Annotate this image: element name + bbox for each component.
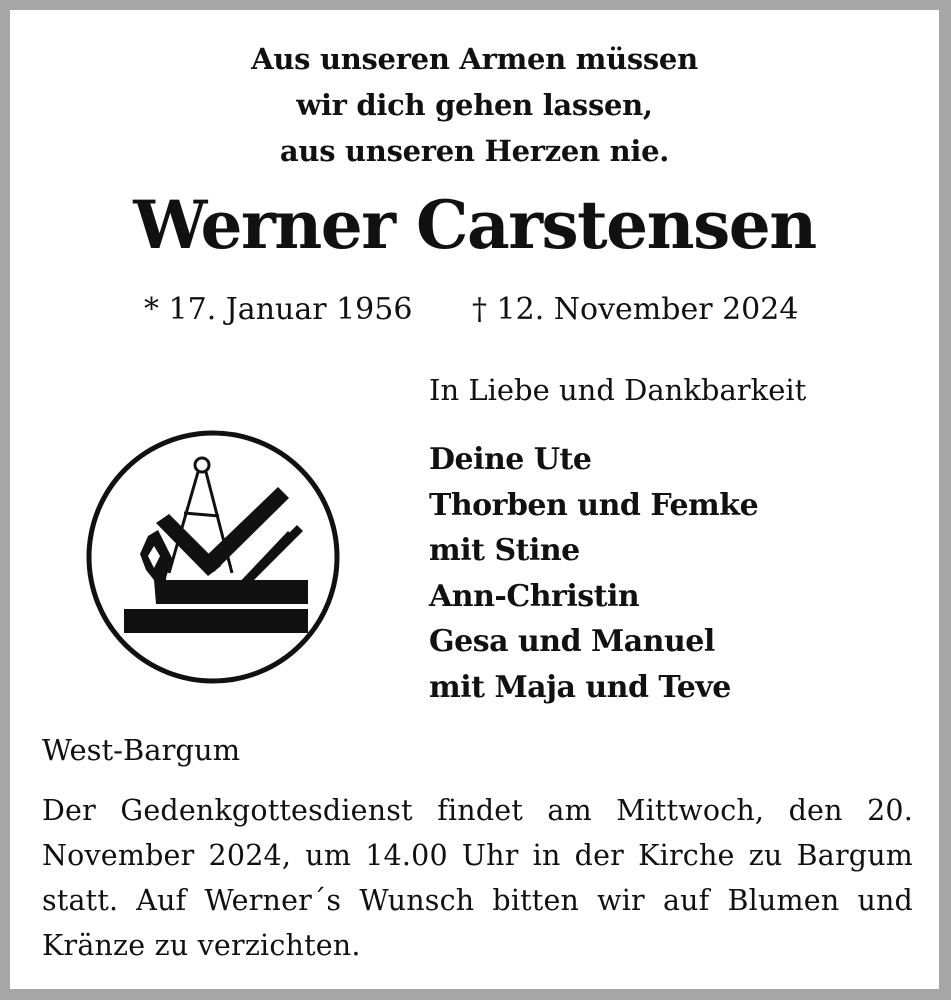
- deceased-name: Werner Carstensen: [133, 186, 816, 264]
- motto-line: Aus unseren Armen müssen: [251, 42, 698, 76]
- birth-date: * 17. Januar 1956: [144, 292, 413, 327]
- family-member: Deine Ute: [429, 442, 592, 477]
- dedication: In Liebe und Dankbarkeit: [429, 373, 807, 407]
- family-member: Ann-Christin: [429, 578, 640, 614]
- motto: [10, 36, 939, 174]
- service-notice: Der Gedenkgottesdienst findet am Mittwoch, den 20. November 2024, um 14.00 Uhr in der Kirche zu Bargum statt. Auf Werner´s Wunsch bitten wir auf Blumen und Kränze zu verzichten.: [42, 794, 913, 962]
- obituary-notice: [10, 10, 939, 989]
- death-date: † 12. November 2024: [472, 292, 799, 327]
- family-member: Thorben und Femke: [429, 487, 759, 523]
- family-member: mit Maja und Teve: [429, 669, 731, 705]
- motto-line: wir dich gehen lassen,: [296, 88, 653, 122]
- place: West-Bargum: [42, 733, 241, 767]
- motto-line: aus unseren Herzen nie.: [279, 134, 670, 168]
- carpenter-tools-icon: [84, 428, 342, 686]
- family-list: [429, 437, 758, 710]
- family-member: mit Stine: [429, 533, 580, 568]
- family-member: Gesa und Manuel: [429, 624, 715, 659]
